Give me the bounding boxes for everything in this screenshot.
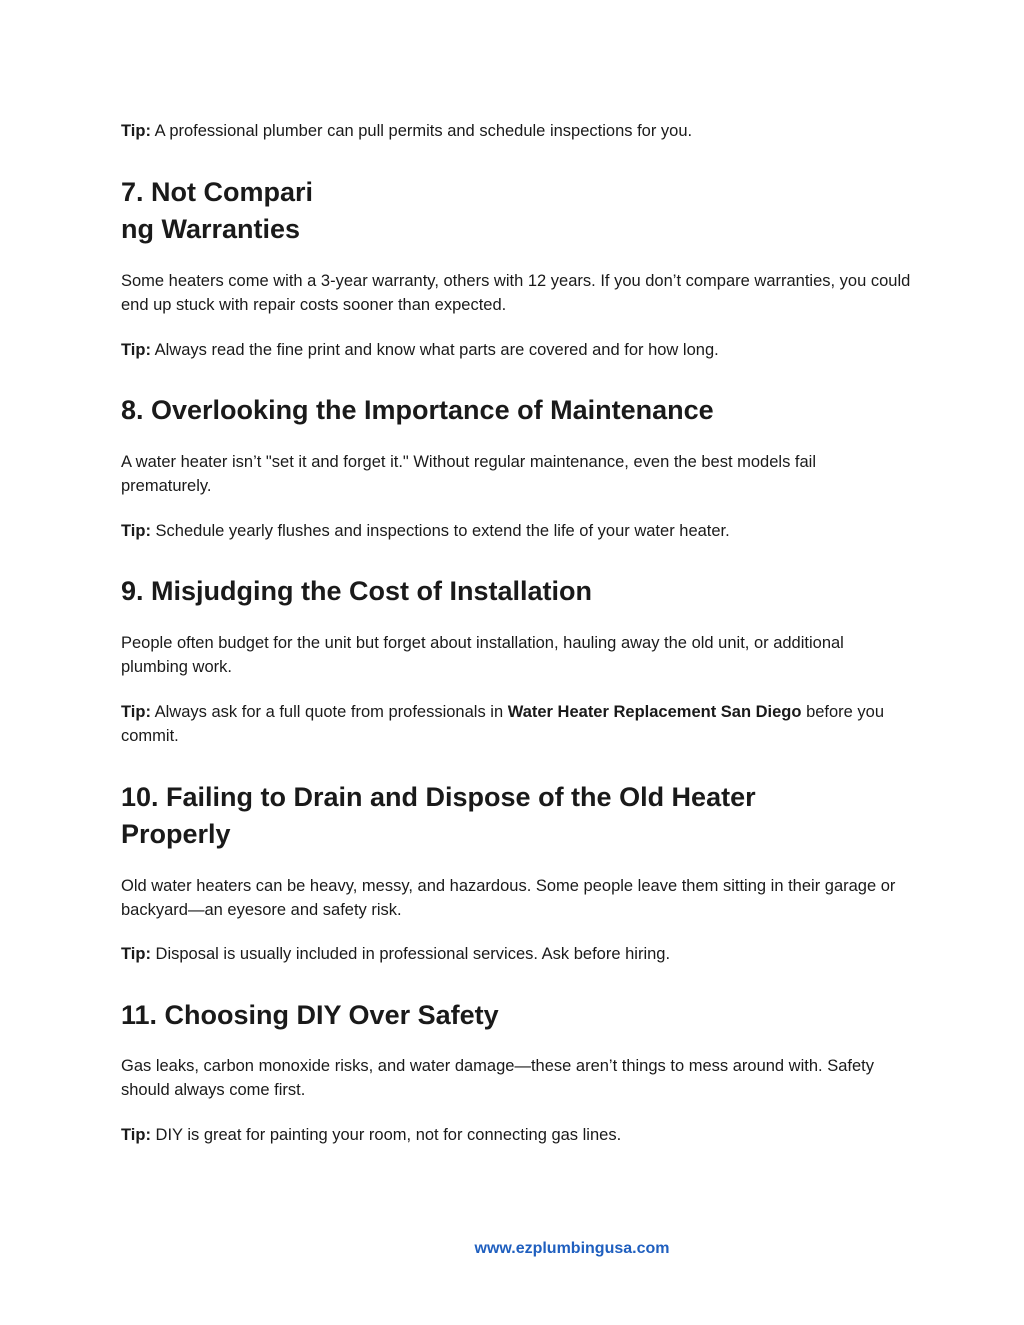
tip-label: Tip: (121, 1126, 151, 1144)
section-10-heading (121, 779, 756, 853)
tip-label: Tip: (121, 522, 151, 540)
section-9-heading: 9. Misjudging the Cost of Installation (121, 576, 592, 606)
section-7-heading (121, 174, 313, 248)
section-10-body: Old water heaters can be heavy, messy, and hazardous. Some people leave them sitting in their garage or backyard—an eyesore and safety risk. (121, 877, 896, 919)
tip-text: Schedule yearly flushes and inspections to extend the life of your water heater. (155, 522, 730, 540)
section-11-body: Gas leaks, carbon monoxide risks, and water damage—these aren’t things to mess around with. Safety should always come first. (121, 1057, 874, 1099)
heading-line: 10. Failing to Drain and Dispose of the Old Heater (121, 782, 756, 812)
footer-website-link[interactable] (0, 1240, 1024, 1258)
section-11-heading: 11. Choosing DIY Over Safety (121, 1000, 499, 1030)
tip-label: Tip: (121, 703, 151, 721)
tip-label: Tip: (121, 122, 151, 140)
tip-label: Tip: (121, 945, 151, 963)
heading-line: Properly (121, 819, 231, 849)
section-9-tip (121, 700, 911, 748)
section-7-tip (121, 338, 911, 362)
heading-line: 7. Not Compari (121, 177, 314, 207)
tip-link-text: Water Heater Replacement San Diego (507, 703, 802, 721)
section-8-tip (121, 519, 911, 543)
section-8-heading: 8. Overlooking the Importance of Maintenance (121, 395, 714, 425)
tip-text-end: before you commit. (121, 703, 885, 745)
section-11-tip (121, 1123, 911, 1147)
footer-link-text[interactable]: www.ezplumbingusa.com (474, 1240, 670, 1257)
heading-line: ng Warranties (121, 214, 301, 244)
tip-text: Always read the fine print and know what parts are covered and for how long. (154, 341, 719, 359)
tip-label: Tip: (121, 341, 151, 359)
intro-tip (121, 119, 911, 143)
tip-text: A professional plumber can pull permits and schedule inspections for you. (154, 122, 693, 140)
section-9-body: People often budget for the unit but forget about installation, hauling away the old unit, or additional plumbing work. (121, 634, 844, 676)
section-10-tip (121, 942, 911, 966)
tip-text: DIY is great for painting your room, not for connecting gas lines. (155, 1126, 622, 1144)
tip-text: Always ask for a full quote from professionals in (154, 703, 504, 721)
tip-text: Disposal is usually included in professional services. Ask before hiring. (155, 945, 671, 963)
section-7-body: Some heaters come with a 3-year warranty, others with 12 years. If you don’t compare warranties, you could end up stuck with repair costs sooner than expected. (121, 272, 911, 314)
section-8-body: A water heater isn’t "set it and forget it." Without regular maintenance, even the best models fail prematurely. (121, 453, 816, 495)
